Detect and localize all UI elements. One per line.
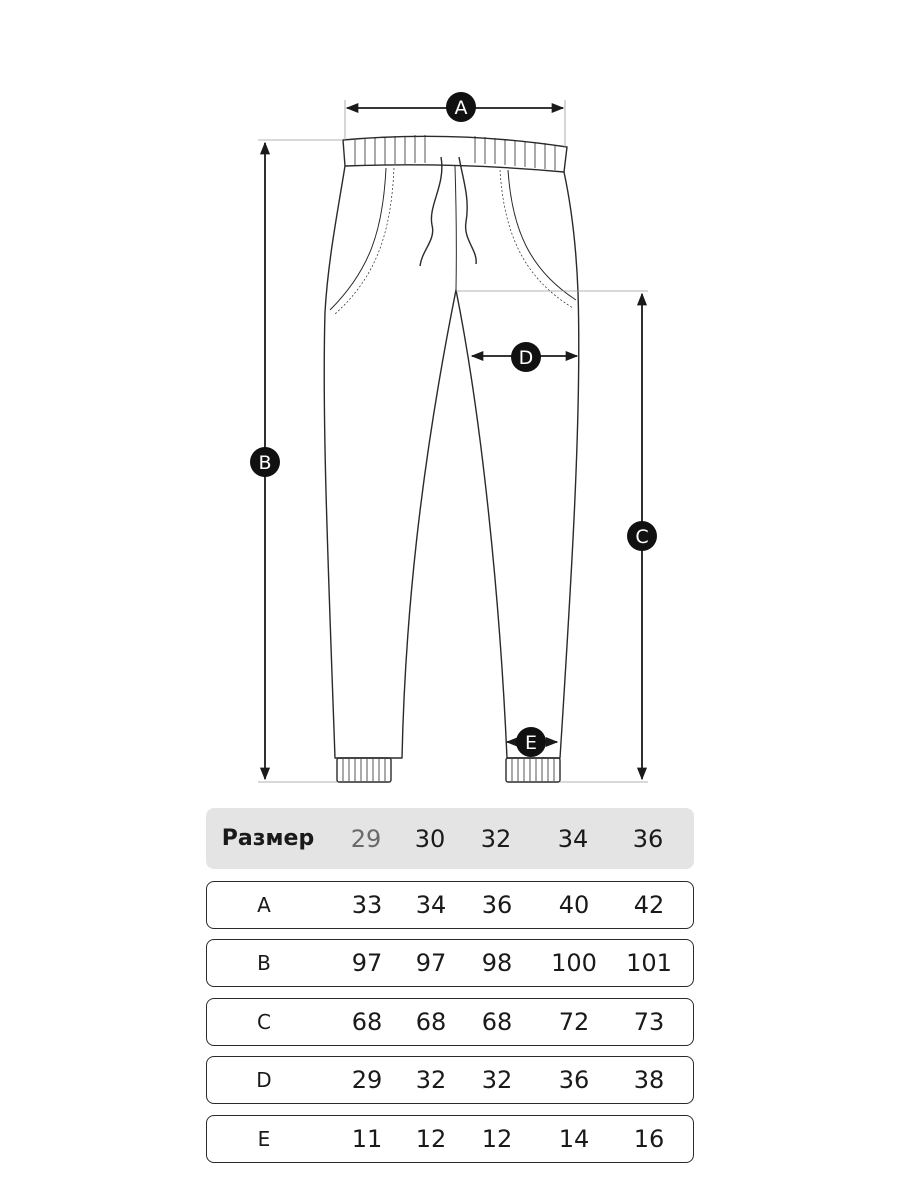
header-label: Размер [221, 826, 315, 851]
row-label: B [257, 950, 271, 975]
right-cuff [506, 758, 560, 782]
table-cell: 29 [351, 1065, 383, 1094]
cuff-ribbing [343, 759, 554, 781]
right-pocket [508, 170, 576, 300]
table-cell: 100 [551, 948, 597, 977]
size-table-header [206, 808, 694, 869]
left-pocket-stitch [335, 168, 394, 314]
row-label: E [257, 1126, 271, 1151]
table-cell: 73 [633, 1007, 665, 1036]
drawstring-left [420, 157, 442, 266]
table-cell: 36 [481, 890, 513, 919]
table-cell: 101 [626, 948, 672, 977]
svg-text:B: B [258, 452, 272, 474]
table-cell: 38 [633, 1065, 665, 1094]
header-size: 29 [350, 824, 382, 853]
svg-text:E: E [524, 732, 538, 754]
right-pocket-stitch [500, 170, 573, 308]
row-label: D [256, 1067, 272, 1092]
table-row-c [206, 998, 694, 1046]
table-cell: 34 [415, 890, 447, 919]
table-row-a [206, 881, 694, 929]
waistband-ribbing [355, 135, 555, 170]
table-row-d [206, 1056, 694, 1104]
marker-d [511, 342, 541, 372]
svg-text:C: C [635, 526, 649, 548]
table-cell: 97 [351, 948, 383, 977]
table-cell: 68 [481, 1007, 513, 1036]
table-cell: 68 [351, 1007, 383, 1036]
fly-line [455, 166, 456, 290]
table-cell: 36 [558, 1065, 590, 1094]
table-cell: 16 [633, 1124, 665, 1153]
table-row-e [206, 1115, 694, 1163]
table-cell: 33 [351, 890, 383, 919]
table-cell: 12 [481, 1124, 513, 1153]
trousers-body [324, 166, 579, 758]
table-cell: 97 [415, 948, 447, 977]
marker-a [446, 92, 476, 122]
marker-c [627, 521, 657, 551]
svg-text:A: A [454, 97, 468, 119]
header-size: 34 [557, 824, 589, 853]
dimension-arrows [265, 108, 642, 779]
header-size: 32 [480, 824, 512, 853]
table-cell: 11 [351, 1124, 383, 1153]
marker-e [516, 727, 546, 757]
row-label: C [257, 1009, 271, 1034]
row-label: A [257, 892, 271, 917]
table-cell: 32 [481, 1065, 513, 1094]
table-cell: 68 [415, 1007, 447, 1036]
table-cell: 12 [415, 1124, 447, 1153]
guide-lines [258, 100, 648, 782]
table-cell: 98 [481, 948, 513, 977]
trousers-outline [324, 135, 579, 782]
table-cell: 72 [558, 1007, 590, 1036]
left-cuff [337, 758, 391, 782]
table-cell: 40 [558, 890, 590, 919]
table-cell: 14 [558, 1124, 590, 1153]
table-row-b [206, 939, 694, 987]
table-cell: 32 [415, 1065, 447, 1094]
marker-b [250, 447, 280, 477]
drawstring-right [459, 157, 476, 264]
header-size: 30 [414, 824, 446, 853]
svg-text:D: D [518, 347, 534, 369]
table-cell: 42 [633, 890, 665, 919]
header-size: 36 [632, 824, 664, 853]
